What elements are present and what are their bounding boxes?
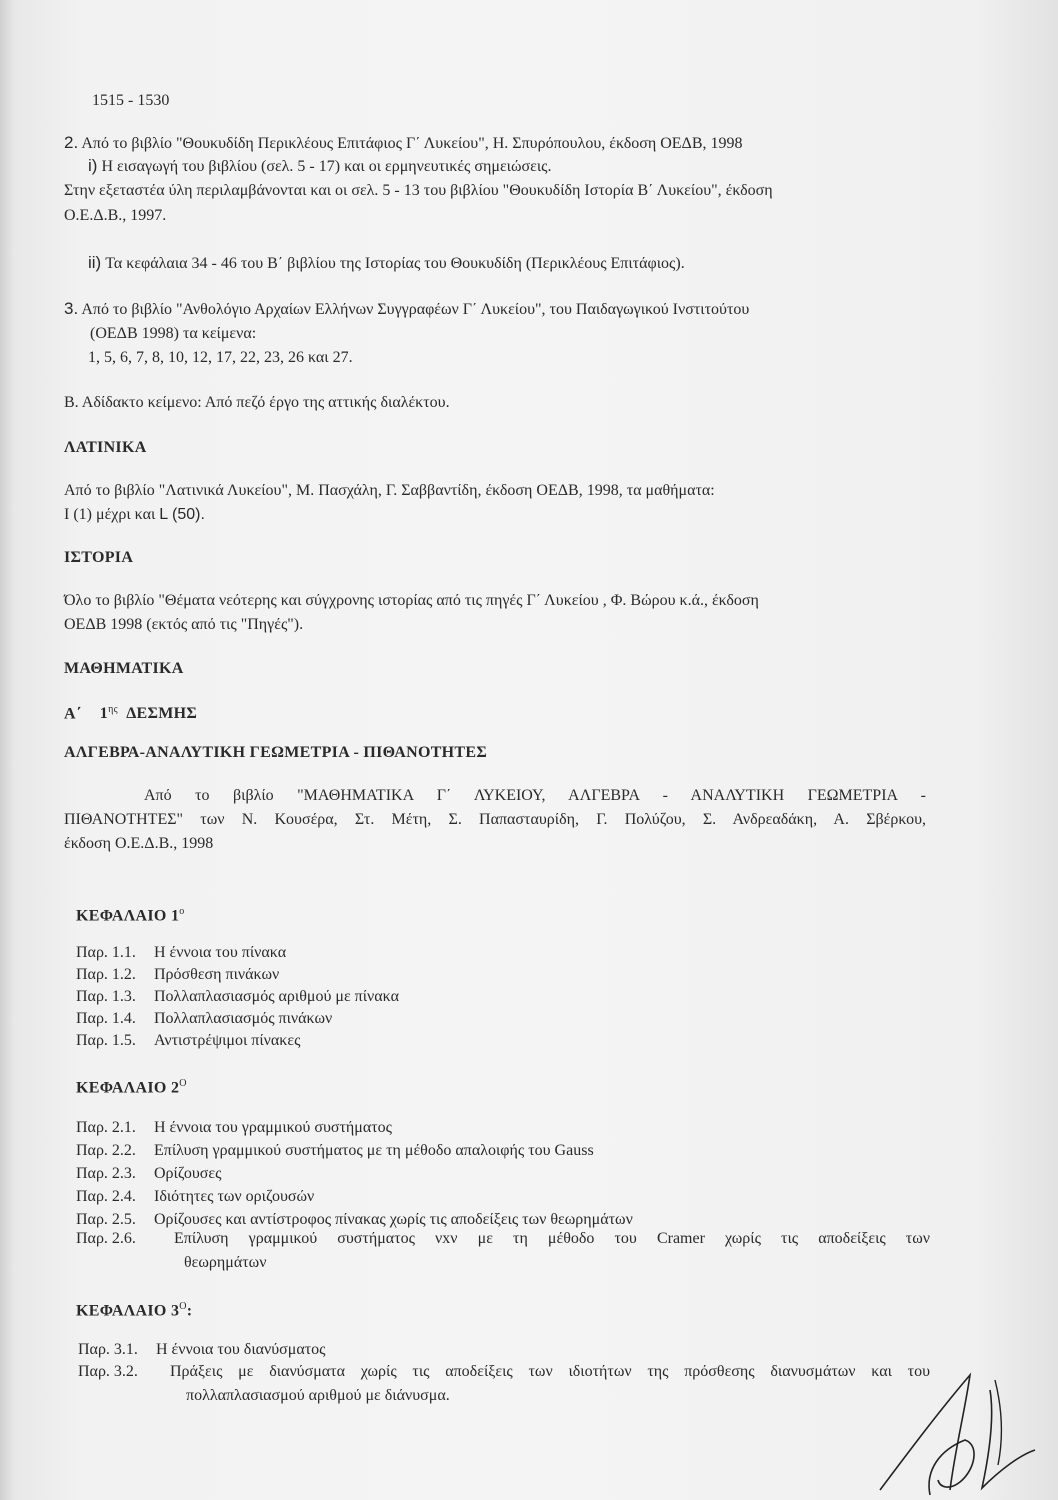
istoria-line-2: ΟΕΔΒ 1998 (εκτός από τις "Πηγές"). xyxy=(64,616,304,633)
chapter-2-item-label: Παρ. 2.5. xyxy=(76,1211,136,1228)
latinika-heading: ΛΑΤΙΝΙΚΑ xyxy=(64,439,147,456)
math-book-line-1: Από το βιβλίο "ΜΑΘΗΜΑΤΙΚΑ Γ΄ ΛΥΚΕΙΟΥ, ΑΛΓΕΒΡΑ - ΑΝΑΛΥΤΙΚΗ ΓΕΩΜΕΤΡΙΑ - xyxy=(144,787,926,804)
handwritten-signature xyxy=(870,1370,1050,1500)
chapter-1-item xyxy=(76,1009,332,1029)
chapter-2-item-label: Παρ. 2.4. xyxy=(76,1188,136,1205)
item-3-line-2: (ΟΕΔΒ 1998) τα κείμενα: xyxy=(90,325,257,342)
signature-stroke-4 xyxy=(995,1380,1001,1465)
desmi-superscript: ης xyxy=(108,704,118,715)
chapter-2-item xyxy=(76,1210,633,1230)
chapter-2-item-text: Ορίζουσες και αντίστροφος πίνακας χωρίς τις αποδείξεις των θεωρημάτων xyxy=(154,1211,633,1228)
chapter-2-item-text: Επίλυση γραμμικού συστήματος με τη μέθοδο απαλοιφής του Gauss xyxy=(154,1142,594,1159)
signature-stroke-1 xyxy=(880,1375,970,1490)
chapter-1-item xyxy=(76,943,286,963)
latinika-line-2 xyxy=(64,505,205,525)
mathimatika-heading: ΜΑΘΗΜΑΤΙΚΑ xyxy=(64,660,184,677)
sub-i-text: Η εισαγωγή του βιβλίου (σελ. 5 - 17) και οι ερμηνευτικές σημειώσεις. xyxy=(101,158,552,175)
chapter-3-item-1 xyxy=(78,1340,326,1360)
item-3 xyxy=(64,299,749,320)
chapter-3-item-2 xyxy=(78,1362,170,1382)
chapter-3-item-1-text: Η έννοια του διανύσματος xyxy=(156,1341,326,1358)
top-line: 1515 - 1530 xyxy=(92,92,170,109)
chapter-2-item-6-label: Παρ. 2.6. xyxy=(76,1230,136,1247)
sub-i-number: i) xyxy=(88,156,98,175)
item-2-note-line-1: Στην εξεταστέα ύλη περιλαμβάνονται και οι σελ. 5 - 13 του βιβλίου "Θουκυδίδη Ιστορία Β΄ Λυκείου", έκδοση xyxy=(64,182,773,199)
chapter-2-item xyxy=(76,1141,594,1161)
istoria-heading: ΙΣΤΟΡΙΑ xyxy=(64,549,134,566)
item-2-sub-ii xyxy=(88,253,685,274)
chapter-2-item xyxy=(76,1187,314,1207)
chapter-2-item-label: Παρ. 2.1. xyxy=(76,1119,136,1136)
chapter-2-item xyxy=(76,1164,221,1184)
chapter-1-item-text: Πρόσθεση πινάκων xyxy=(154,966,280,983)
chapter-1-item-text: Αντιστρέψιμοι πίνακες xyxy=(154,1032,301,1049)
signature-stroke-2 xyxy=(929,1440,974,1495)
item-b: Β. Αδίδακτο κείμενο: Από πεζό έργο της αττικής διαλέκτου. xyxy=(64,394,450,411)
item-2-note-line-2: Ο.Ε.Δ.Β., 1997. xyxy=(64,207,167,224)
item-2-sub-i xyxy=(88,156,551,177)
math-book-line-2: ΠΙΘΑΝΟΤΗΤΕΣ" των Ν. Κουσέρα, Στ. Μέτη, Σ. Παπασταυρίδη, Γ. Πολύζου, Σ. Ανδρεαδάκη, Α. Σβέρκου, xyxy=(64,811,926,828)
chapter-3-colon: : xyxy=(186,1302,193,1320)
chapter-2-item-text: Η έννοια του γραμμικού συστήματος xyxy=(154,1119,393,1136)
item-3-line-1: Από το βιβλίο "Ανθολόγιο Αρχαίων Ελλήνων Συγγραφέων Γ΄ Λυκείου", του Παιδαγωγικού Ινστιτούτου xyxy=(81,301,750,318)
chapter-3-superscript: Ο xyxy=(179,1301,187,1312)
item-3-number: 3. xyxy=(64,299,79,318)
chapter-3-title-text: ΚΕΦΑΛΑΙΟ 3 xyxy=(76,1302,180,1320)
latinika-line-2-start: I (1) μέχρι και xyxy=(64,506,160,523)
chapter-2-item-text: Ιδιότητες των οριζουσών xyxy=(154,1188,315,1205)
chapter-1-item xyxy=(76,987,399,1007)
signature-stroke-3 xyxy=(982,1390,1035,1488)
chapter-2-superscript: Ο xyxy=(179,1078,187,1089)
chapter-2-item xyxy=(76,1118,392,1138)
sub-ii-text: Τα κεφάλαια 34 - 46 του Β΄ βιβλίου της Ιστορίας του Θουκυδίδη (Περικλέους Επιτάφιος). xyxy=(105,255,685,272)
chapter-2-item-6-line-1: Επίλυση γραμμικού συστήματος νxν με τη μέθοδο του Cramer χωρίς τις αποδείξεις των xyxy=(174,1230,930,1247)
chapter-1-item-label: Παρ. 1.3. xyxy=(76,988,136,1005)
page-binding-edge xyxy=(0,0,14,1500)
latinika-line-2-end: L (50). xyxy=(159,506,205,523)
chapter-2-title xyxy=(76,1074,187,1098)
item-2-text: Από το βιβλίο "Θουκυδίδη Περικλέους Επιτάφιος Γ΄ Λυκείου", Η. Σπυρόπουλου, έκδοση ΟΕΔΒ, 1998 xyxy=(81,135,743,152)
chapter-2-item-6 xyxy=(76,1229,174,1249)
math-subject: ΑΛΓΕΒΡΑ-ΑΝΑΛΥΤΙΚΗ ΓΕΩΜΕΤΡΙΑ - ΠΙΘΑΝΟΤΗΤΕΣ xyxy=(64,744,488,761)
math-book-line-3: έκδοση Ο.Ε.Δ.Β., 1998 xyxy=(64,835,214,852)
chapter-1-item xyxy=(76,1031,300,1051)
istoria-line-1: Όλο το βιβλίο "Θέματα νεότερης και σύγχρονης ιστορίας από τις πηγές Γ΄ Λυκείου , Φ. Βώρου κ.ά., έκδοση xyxy=(64,592,759,609)
chapter-2-item-6-line-2: θεωρημάτων xyxy=(184,1254,267,1271)
chapter-1-title-text: ΚΕΦΑΛΑΙΟ 1 xyxy=(76,907,180,925)
chapter-1-item-text: Πολλαπλασιασμός αριθμού με πίνακα xyxy=(154,988,399,1005)
desmi-letter: Α΄ xyxy=(64,705,82,723)
chapter-3-item-1-label: Παρ. 3.1. xyxy=(78,1341,138,1358)
sub-ii-number: ii) xyxy=(88,253,102,272)
chapter-1-title xyxy=(76,902,185,926)
item-3-line-3: 1, 5, 6, 7, 8, 10, 12, 17, 22, 23, 26 και 27. xyxy=(88,349,353,366)
chapter-1-superscript: ο xyxy=(179,906,185,917)
chapter-2-item-text: Ορίζουσες xyxy=(154,1165,222,1182)
desmi-heading xyxy=(64,700,197,724)
chapter-1-item-label: Παρ. 1.4. xyxy=(76,1010,136,1027)
chapter-1-item-label: Παρ. 1.1. xyxy=(76,944,136,961)
chapter-3-item-2-label: Παρ. 3.2. xyxy=(78,1363,138,1380)
item-2-number: 2. xyxy=(64,133,79,152)
chapter-1-item xyxy=(76,965,279,985)
chapter-1-item-text: Πολλαπλασιασμός πινάκων xyxy=(154,1010,333,1027)
chapter-1-item-label: Παρ. 1.5. xyxy=(76,1032,136,1049)
chapter-3-title xyxy=(76,1297,192,1321)
chapter-2-item-label: Παρ. 2.3. xyxy=(76,1165,136,1182)
chapter-1-item-label: Παρ. 1.2. xyxy=(76,966,136,983)
latinika-line-1: Από το βιβλίο "Λατινικά Λυκείου", Μ. Πασχάλη, Γ. Σαββαντίδη, έκδοση ΟΕΔΒ, 1998, τα μαθήματα: xyxy=(64,482,715,499)
desmi-number: 1 xyxy=(99,705,109,723)
desmi-word: ΔΕΣΜΗΣ xyxy=(126,705,198,723)
item-2 xyxy=(64,133,743,154)
chapter-3-item-2-line-1: Πράξεις με διανύσματα χωρίς τις αποδείξεις των ιδιοτήτων της πρόσθεσης διανυσμάτων και του xyxy=(170,1363,930,1380)
chapter-1-item-text: Η έννοια του πίνακα xyxy=(154,944,287,961)
chapter-2-title-text: ΚΕΦΑΛΑΙΟ 2 xyxy=(76,1079,180,1097)
chapter-3-item-2-line-2: πολλαπλασιασμού αριθμού με διάνυσμα. xyxy=(186,1387,450,1404)
chapter-2-item-label: Παρ. 2.2. xyxy=(76,1142,136,1159)
